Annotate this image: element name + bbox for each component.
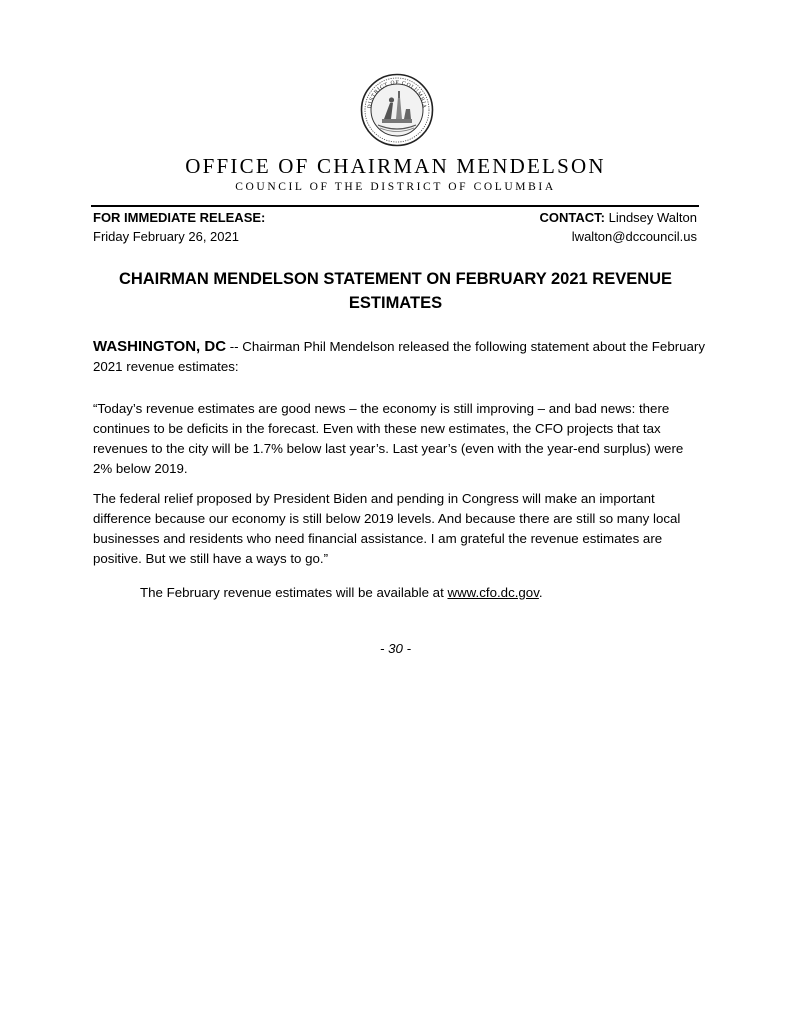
contact-email: lwalton@dccouncil.us xyxy=(571,229,697,244)
availability-suffix: . xyxy=(538,585,543,600)
header-divider xyxy=(91,205,699,207)
district-of-columbia-seal xyxy=(360,73,434,147)
intro-paragraph xyxy=(93,337,705,377)
end-mark: - 30 - xyxy=(379,641,412,656)
quote-paragraph-1: “Today’s revenue estimates are good news – the economy is still improving – and bad news: there continues to be deficits in the forecast. Even with these new estimates, the CFO projects that tax revenues to the city will be 1.7% below last year’s. Last year’s (even with the year-end surplus) were 2% below 2019. xyxy=(93,401,684,476)
cfo-website-link[interactable]: www.cfo.dc.gov xyxy=(447,585,539,600)
quote-paragraph-2: The federal relief proposed by President Biden and pending in Congress will make an important difference because our economy is still below 2019 levels. And because there are still so many local businesses and residents who need financial assistance. I am grateful the revenue estimates are positive. But we still have a ways to go.” xyxy=(93,491,681,566)
contact-line xyxy=(539,208,697,227)
dateline: WASHINGTON, DC xyxy=(93,338,227,355)
availability-prefix: The February revenue estimates will be available at xyxy=(140,585,448,600)
headline: CHAIRMAN MENDELSON STATEMENT ON FEBRUARY 2021 REVENUE ESTIMATES xyxy=(118,270,673,312)
council-subtitle: COUNCIL OF THE DISTRICT OF COLUMBIA xyxy=(235,181,556,193)
contact-label: CONTACT: xyxy=(539,210,605,225)
release-label: FOR IMMEDIATE RELEASE: xyxy=(93,210,266,225)
availability-paragraph xyxy=(140,583,700,603)
contact-name: Lindsey Walton xyxy=(608,210,697,225)
intro-text: -- Chairman Phil Mendelson released the following statement about the February 2021 revenue estimates: xyxy=(93,339,706,374)
office-title: OFFICE OF CHAIRMAN MENDELSON xyxy=(185,154,606,178)
svg-text:DISTRICT OF COLUMBIA: DISTRICT OF COLUMBIA xyxy=(366,79,428,109)
release-date: Friday February 26, 2021 xyxy=(93,229,239,244)
